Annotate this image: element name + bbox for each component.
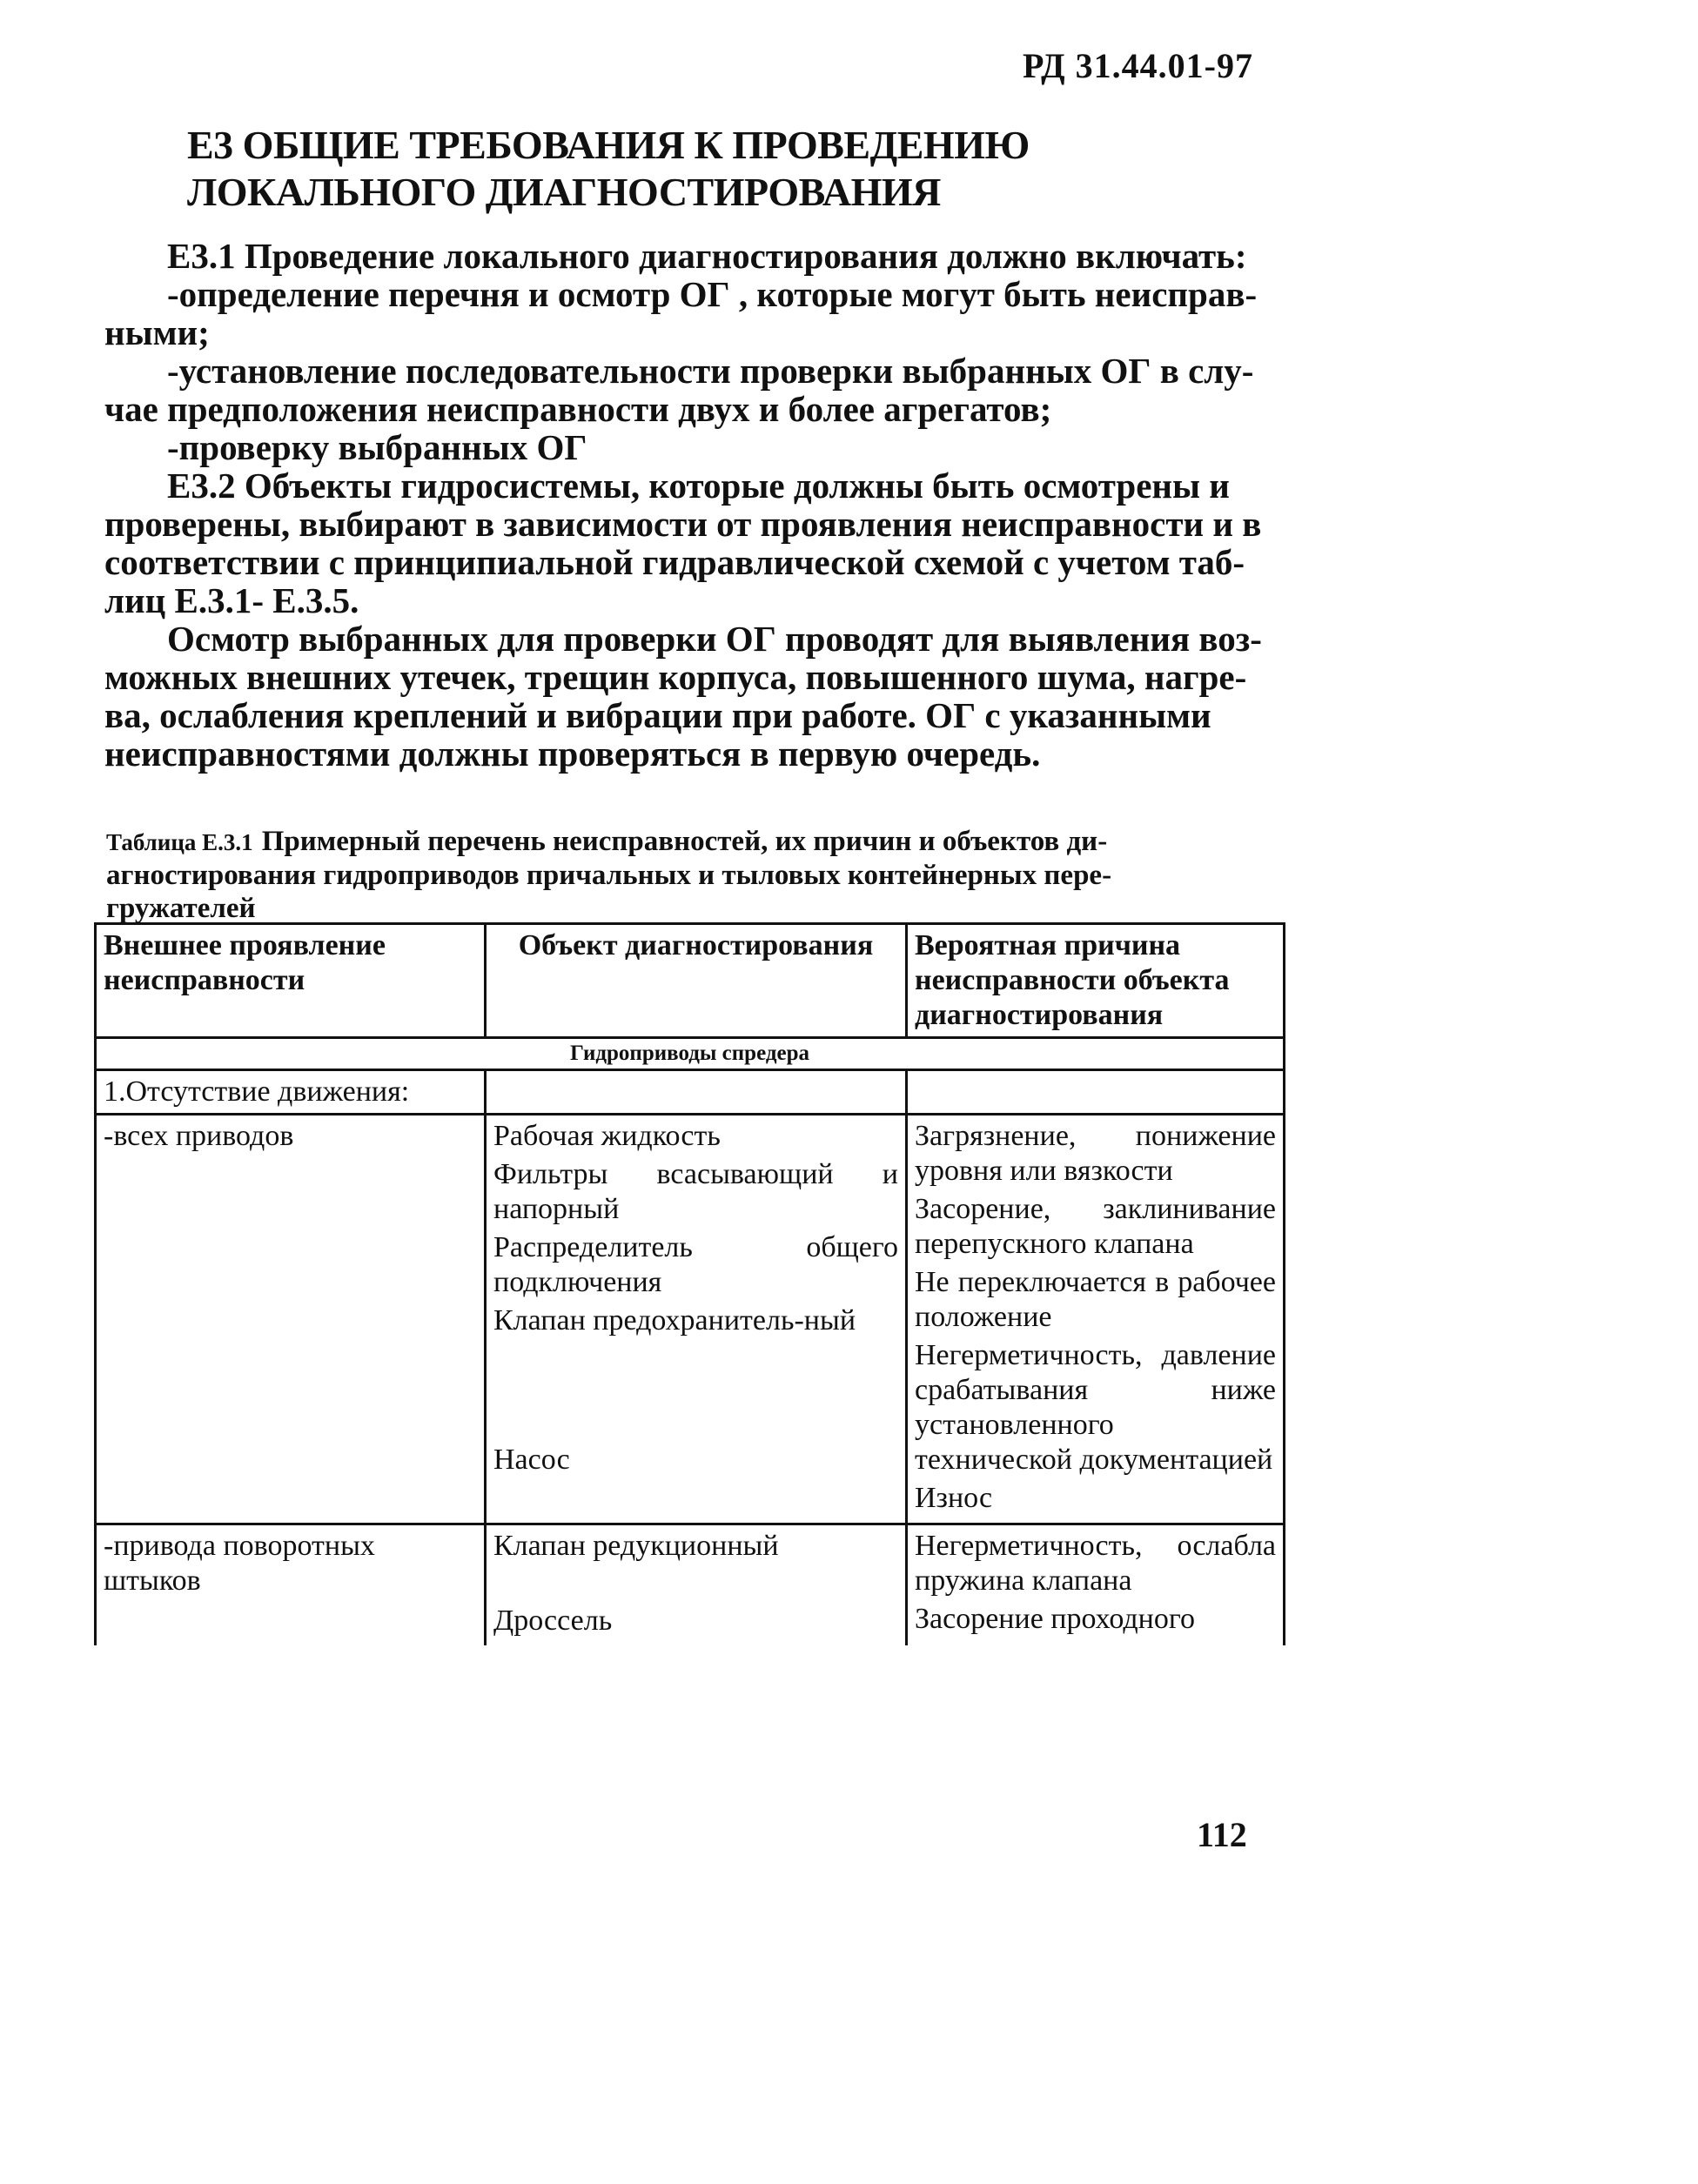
object-cell — [486, 1524, 907, 1646]
diagnostics-table — [94, 922, 1285, 1645]
section-heading — [187, 122, 1319, 216]
list-item-1-line-1: -определение перечня и осмотр ОГ , которые могут быть неисправ- — [167, 274, 1258, 314]
group-title: 1.Отсутствие движения: — [96, 1070, 486, 1115]
cause-item: Негерметичность, давление срабатывания ниже установленного технической документацией — [915, 1339, 1276, 1476]
table-caption — [106, 825, 1238, 925]
table-caption-line-3: гружателей — [106, 893, 256, 924]
table-section-row — [96, 1038, 1285, 1070]
paragraph-e32-line-3: соответствии с принципиальной гидравлической схемой с учетом таб- — [104, 542, 1245, 582]
symptom-cell: -привода поворотных штыков — [96, 1524, 486, 1646]
symptom-cell: -всех приводов — [96, 1115, 486, 1524]
table-caption-text-1: Примерный перечень неисправностей, их причин и объектов ди- — [261, 826, 1108, 857]
cause-item: Износ — [915, 1482, 993, 1514]
page-number: 112 — [1197, 1815, 1247, 1854]
paragraph-inspection-line-2: можных внешних утечек, трещин корпуса, повышенного шума, нагре- — [104, 657, 1247, 697]
cause-item: Засорение проходного — [915, 1603, 1195, 1635]
cause-cell — [907, 1524, 1285, 1646]
table-caption-line-2: агностирования гидроприводов причальных и тыловых контейнерных пере- — [106, 860, 1112, 891]
heading-line-1: Е3 ОБЩИЕ ТРЕБОВАНИЯ К ПРОВЕДЕНИЮ — [187, 123, 1030, 167]
list-item-2-line-1: -установление последовательности проверки выбранных ОГ в слу- — [167, 351, 1254, 391]
table-row — [96, 1115, 1285, 1524]
list-item-2-line-2: чае предположения неисправности двух и более агрегатов; — [104, 389, 1052, 429]
list-item-3: -проверку выбранных ОГ — [167, 427, 587, 467]
table-row — [96, 1524, 1285, 1646]
paragraph-inspection-line-4: неисправностями должны проверяться в первую очередь. — [104, 734, 1041, 774]
object-cell — [486, 1115, 907, 1524]
header-symptom: Внешнее проявление неисправности — [96, 924, 486, 1038]
heading-line-2: ЛОКАЛЬНОГО ДИАГНОСТИРОВАНИЯ — [187, 170, 941, 214]
paragraph-e32-line-2: проверены, выбирают в зависимости от проявления неисправности и в — [104, 504, 1262, 544]
object-item: Клапан редукционный — [493, 1530, 779, 1562]
cause-item: Засорение, заклинивание перепускного клапана — [915, 1193, 1276, 1260]
object-item: Рабочая жидкость — [493, 1120, 721, 1152]
cause-item: Загрязнение, понижение уровня или вязкости — [915, 1120, 1276, 1187]
paragraph-inspection-line-1: Осмотр выбранных для проверки ОГ проводят для выявления воз- — [167, 619, 1262, 659]
document-code: РД 31.44.01-97 — [1023, 46, 1253, 85]
object-item: Дроссель — [493, 1605, 613, 1637]
paragraph-e32-line-4: лиц Е.3.1- Е.3.5. — [104, 580, 359, 620]
paragraph-e31-intro: Е3.1 Проведение локального диагностирования должно включать: — [167, 236, 1247, 276]
object-item: Фильтры всасывающий и напорный — [493, 1158, 898, 1225]
table-label: Таблица Е.3.1 — [106, 829, 253, 855]
cause-item: Не переключается в рабочее положение — [915, 1266, 1276, 1333]
paragraph-e32-line-1: Е3.2 Объекты гидросистемы, которые должны быть осмотрены и — [167, 466, 1230, 506]
table-header-row — [96, 924, 1285, 1038]
paragraph-inspection-line-3: ва, ослабления креплений и вибрации при работе. ОГ с указанными — [104, 695, 1211, 735]
object-item: Клапан предохранитель-ный — [493, 1304, 856, 1337]
table-caption-line-1 — [106, 825, 1238, 859]
list-item-1-line-2: ными; — [104, 312, 210, 352]
empty-cell — [907, 1070, 1285, 1115]
empty-cell — [486, 1070, 907, 1115]
object-item: Насос — [493, 1444, 570, 1476]
cause-cell — [907, 1115, 1285, 1524]
cause-item: Негерметичность, ослабла пружина клапана — [915, 1530, 1276, 1597]
header-object: Объект диагностирования — [486, 924, 907, 1038]
section-title: Гидроприводы спредера — [96, 1038, 1285, 1070]
object-item: Распределитель общего подключения — [493, 1231, 898, 1298]
header-cause: Вероятная причина неисправности объекта диагностирования — [907, 924, 1285, 1038]
body-text — [104, 237, 1279, 773]
table-row — [96, 1070, 1285, 1115]
